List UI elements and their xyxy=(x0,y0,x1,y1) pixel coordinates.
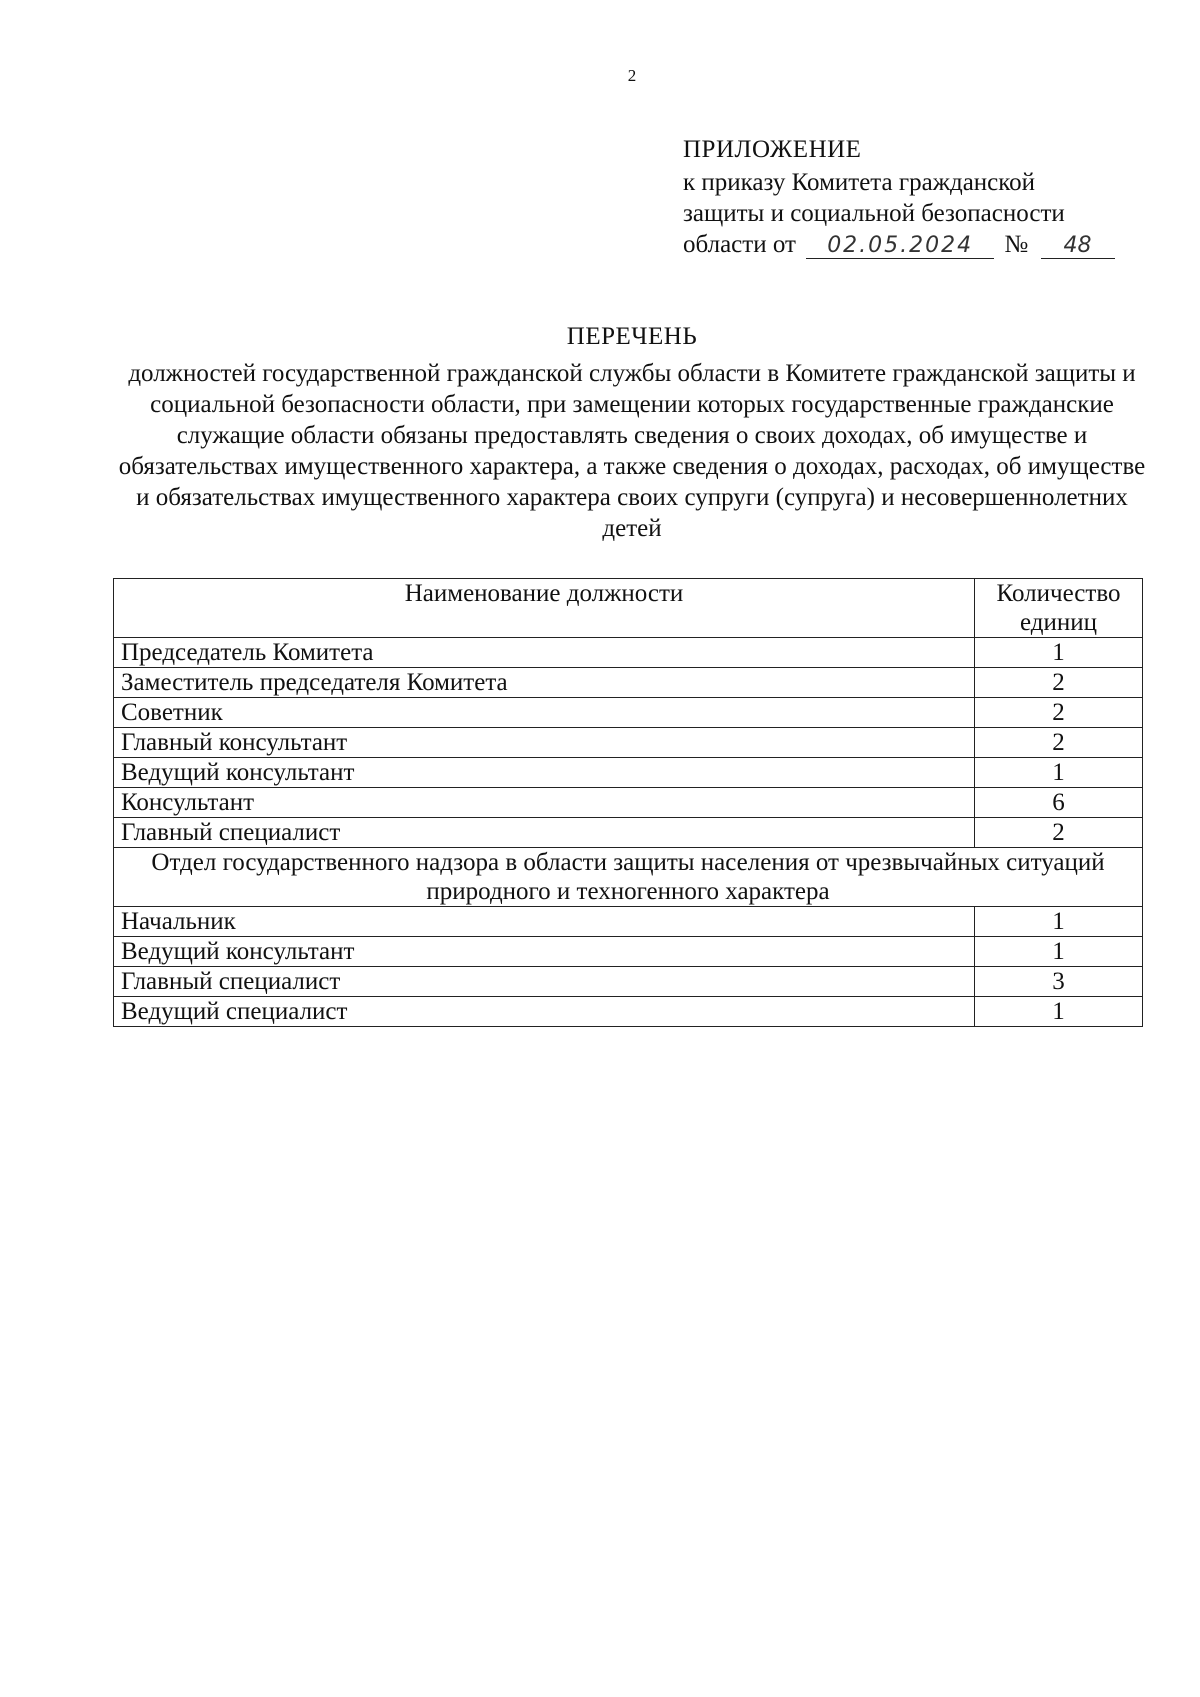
position-name: Главный консультант xyxy=(114,728,975,758)
appendix-line-2: защиты и социальной безопасности xyxy=(683,200,1065,227)
unit-count: 1 xyxy=(975,758,1143,788)
document-title: ПЕРЕЧЕНЬ xyxy=(566,323,698,350)
unit-count: 1 xyxy=(975,907,1143,937)
position-name: Заместитель председателя Комитета xyxy=(114,668,975,698)
unit-count: 1 xyxy=(975,937,1143,967)
table-row xyxy=(114,818,1143,848)
unit-count: 3 xyxy=(975,967,1143,997)
position-name: Консультант xyxy=(114,788,975,818)
position-name: Главный специалист xyxy=(114,967,975,997)
position-name: Ведущий консультант xyxy=(114,758,975,788)
appendix-block xyxy=(683,134,1153,260)
unit-count: 2 xyxy=(975,698,1143,728)
position-name: Советник xyxy=(114,698,975,728)
number-sign: № xyxy=(1004,231,1029,258)
table-row xyxy=(114,698,1143,728)
header-unit-count: Количество единиц xyxy=(975,579,1143,638)
position-name: Председатель Комитета xyxy=(114,638,975,668)
unit-count: 2 xyxy=(975,818,1143,848)
section-heading: Отдел государственного надзора в области защиты населения от чрезвычайных ситуаций природного и техногенного характера xyxy=(114,848,1143,907)
unit-count: 1 xyxy=(975,997,1143,1027)
position-name: Ведущий консультант xyxy=(114,937,975,967)
position-name: Ведущий специалист xyxy=(114,997,975,1027)
table-row xyxy=(114,728,1143,758)
section-row xyxy=(114,848,1143,907)
order-line-prefix: области от xyxy=(683,231,796,258)
table-row xyxy=(114,638,1143,668)
unit-count: 6 xyxy=(975,788,1143,818)
unit-count: 2 xyxy=(975,668,1143,698)
positions-table xyxy=(113,578,1143,1027)
unit-count: 2 xyxy=(975,728,1143,758)
handwritten-order-number: 48 xyxy=(1041,234,1115,259)
document-subtitle: должностей государственной гражданской службы области в Комитете гражданской защиты и социальной безопасности области, при замещении которых государственные гражданские служащие области обязаны предоставлять сведения о своих доходах, об имуществе и обязательствах имущественного характера, а также сведения о доходах, расходах, об имуществе и обязательствах имущественного характера своих супруги (супруга) и несовершеннолетних детей xyxy=(118,360,1146,542)
table-row xyxy=(114,967,1143,997)
page-number: 2 xyxy=(627,66,637,85)
appendix-title: ПРИЛОЖЕНИЕ xyxy=(683,136,862,163)
table-row xyxy=(114,937,1143,967)
order-date-number-line xyxy=(683,229,1153,260)
table-row xyxy=(114,788,1143,818)
unit-count: 1 xyxy=(975,638,1143,668)
header-position-name: Наименование должности xyxy=(114,579,975,638)
position-name: Начальник xyxy=(114,907,975,937)
table-row xyxy=(114,758,1143,788)
appendix-line-1: к приказу Комитета гражданской xyxy=(683,169,1036,196)
position-name: Главный специалист xyxy=(114,818,975,848)
table-row xyxy=(114,668,1143,698)
table-row xyxy=(114,907,1143,937)
table-row xyxy=(114,997,1143,1027)
handwritten-order-date: 02.05.2024 xyxy=(806,234,994,259)
table-header-row xyxy=(114,579,1143,638)
